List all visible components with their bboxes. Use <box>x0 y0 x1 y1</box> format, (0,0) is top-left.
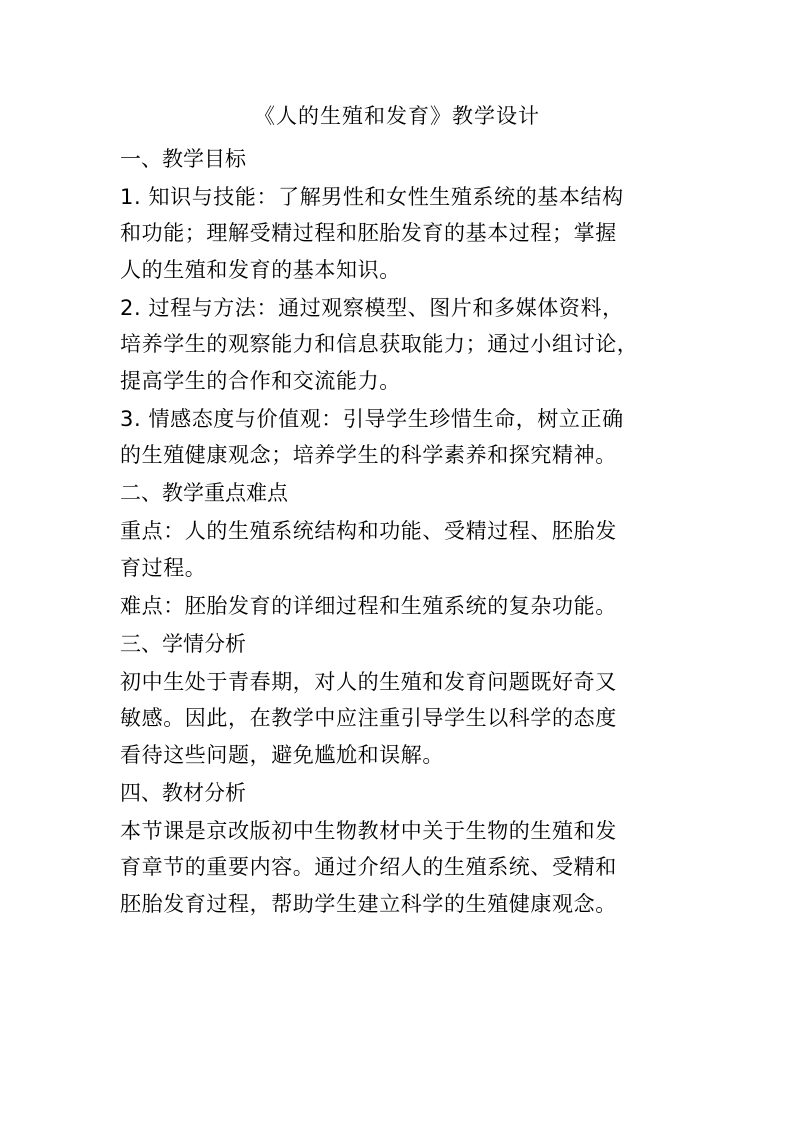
text-line: 2. 过程与方法：通过观察模型、图片和多媒体资料， <box>120 295 624 320</box>
paragraph-textbook-analysis <box>120 813 680 923</box>
text-line: 人的生殖和发育的基本知识。 <box>120 257 401 282</box>
paragraph-knowledge-skills <box>120 179 680 289</box>
text-line: 难点：胚胎发育的详细过程和生殖系统的复杂功能。 <box>120 593 617 618</box>
section-heading-textbook-analysis: 四、教材分析 <box>120 780 246 805</box>
text-line: 重点：人的生殖系统结构和功能、受精过程、胚胎发 <box>120 519 617 543</box>
document-title: 《人的生殖和发育》教学设计 <box>254 104 540 128</box>
paragraph-student-analysis <box>120 664 680 774</box>
text-line: 育章节的重要内容。通过介绍人的生殖系统、受精和 <box>120 855 617 879</box>
paragraph-attitudes-values <box>120 401 680 474</box>
text-line: 本节课是京改版初中生物教材中关于生物的生殖和发 <box>120 818 617 843</box>
text-line: 提高学生的合作和交流能力。 <box>120 368 401 393</box>
text-line: 培养学生的观察能力和信息获取能力；通过小组讨论， <box>120 332 639 356</box>
paragraph-key-point <box>120 513 680 586</box>
section-heading-key-points: 二、教学重点难点 <box>120 481 288 505</box>
text-line: 和功能；理解受精过程和胚胎发育的基本过程；掌握 <box>120 221 617 245</box>
paragraph-difficulty <box>120 588 680 625</box>
text-line: 初中生处于青春期，对人的生殖和发育问题既好奇又 <box>120 669 617 694</box>
text-line: 敏感。因此，在教学中应注重引导学生以科学的态度 <box>120 706 617 730</box>
text-line: 3. 情感态度与价值观：引导学生珍惜生命，树立正确 <box>120 406 624 431</box>
section-heading-student-analysis: 三、学情分析 <box>120 631 246 656</box>
text-line: 看待这些问题，避免尴尬和误解。 <box>120 742 444 767</box>
text-line: 胚胎发育过程，帮助学生建立科学的生殖健康观念。 <box>120 891 617 916</box>
text-line: 1. 知识与技能：了解男性和女性生殖系统的基本结构 <box>120 184 624 209</box>
text-line: 的生殖健康观念；培养学生的科学素养和探究精神。 <box>120 443 617 467</box>
text-line: 育过程。 <box>120 555 207 580</box>
document-body <box>120 139 680 922</box>
paragraph-process-methods <box>120 290 680 400</box>
section-heading-objectives: 一、教学目标 <box>120 146 246 171</box>
